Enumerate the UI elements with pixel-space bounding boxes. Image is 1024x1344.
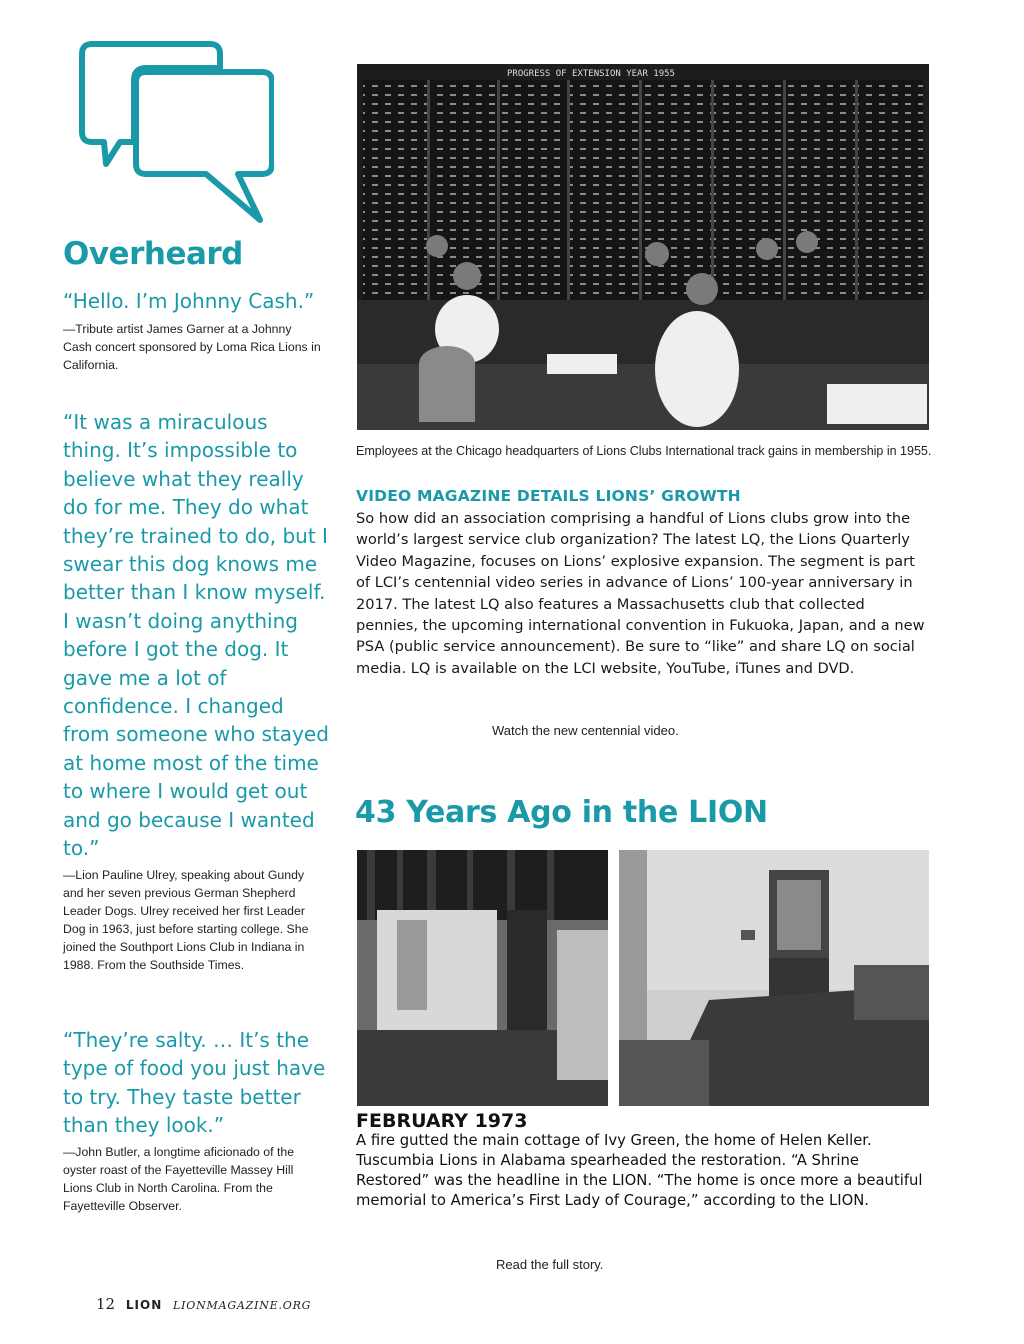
attribution-leader-dog: —Lion Pauline Ulrey, speaking about Gundy and her seven previous German Shepherd Leader Dogs. Ulrey received her first Leader Dog in 1963, just before starting college. She joined the Southport Lions Club in Indiana in 1988. From the Southside Times. — [63, 868, 309, 972]
february-heading: FEBRUARY 1973 — [356, 1110, 528, 1132]
footer-brand: LION — [125, 1298, 163, 1312]
february-body: A fire gutted the main cottage of Ivy Green, the home of Helen Keller. Tuscumbia Lions in Alabama spearheaded the restoration. “A Shrine Restored” was the headline in the LION. “The home is once more a beautiful memorial to America’s First Lady of Courage,” according to the LION. — [356, 1132, 923, 1209]
photo-board-caption: Employees at the Chicago headquarters of Lions Clubs International track gains in membership in 1955. — [356, 444, 932, 458]
page-number: 12 — [96, 1295, 116, 1313]
photo-restored-room — [619, 850, 929, 1106]
page-footer — [96, 1295, 311, 1313]
photo-fire-damage — [357, 850, 608, 1106]
board-header-text: PROGRESS OF EXTENSION YEAR 1955 — [507, 69, 675, 79]
quote-leader-dog: “It was a miraculous thing. It’s impossible to believe what they really do for me. They do what they’re trained to do, but I swear this dog knows me better than I know myself. I wasn’t doing anything before I got the dog. It gave me a lot of confidence. I changed from someone who stayed at home most of the time to where I would get out and go because I wanted to.” — [63, 410, 329, 861]
speech-bubbles-icon — [78, 40, 274, 224]
video-heading: VIDEO MAGAZINE DETAILS LIONS’ GROWTH — [356, 487, 741, 505]
watch-video-link[interactable]: Watch the new centennial video. — [492, 723, 679, 738]
read-story-link[interactable]: Read the full story. — [496, 1257, 604, 1272]
attribution-johnny-cash: —Tribute artist James Garner at a Johnny Cash concert sponsored by Loma Rica Lions in California. — [63, 322, 321, 372]
footer-site[interactable]: LIONMAGAZINE.ORG — [173, 1299, 312, 1312]
photo-membership-board — [357, 64, 929, 430]
video-body: So how did an association comprising a handful of Lions clubs grow into the world’s largest service club organization? The latest LQ, the Lions Quarterly Video Magazine, focuses on Lions’ explosive expansion. The segment is part of LCI’s centennial video series in advance of Lions’ 100-year anniversary in 2017. The latest LQ also features a Massachusetts club that collected pennies, the upcoming international convention in Fukuoka, Japan, and a new PSA (public service announcement). Be sure to “like” and share LQ on social media. LQ is available on the LCI website, YouTube, iTunes and DVD. — [356, 510, 925, 677]
history-title: 43 Years Ago in the LION — [355, 795, 768, 830]
quote-oyster-roast: “They’re salty. … It’s the type of food you just have to try. They taste better than they look.” — [63, 1028, 326, 1138]
overheard-title: Overheard — [63, 236, 243, 272]
quote-johnny-cash: “Hello. I’m Johnny Cash.” — [63, 289, 315, 313]
attribution-oyster-roast: —John Butler, a longtime aficionado of the oyster roast of the Fayetteville Massey Hill Lions Club in North Carolina. From the Fayetteville Observer. — [63, 1145, 295, 1213]
